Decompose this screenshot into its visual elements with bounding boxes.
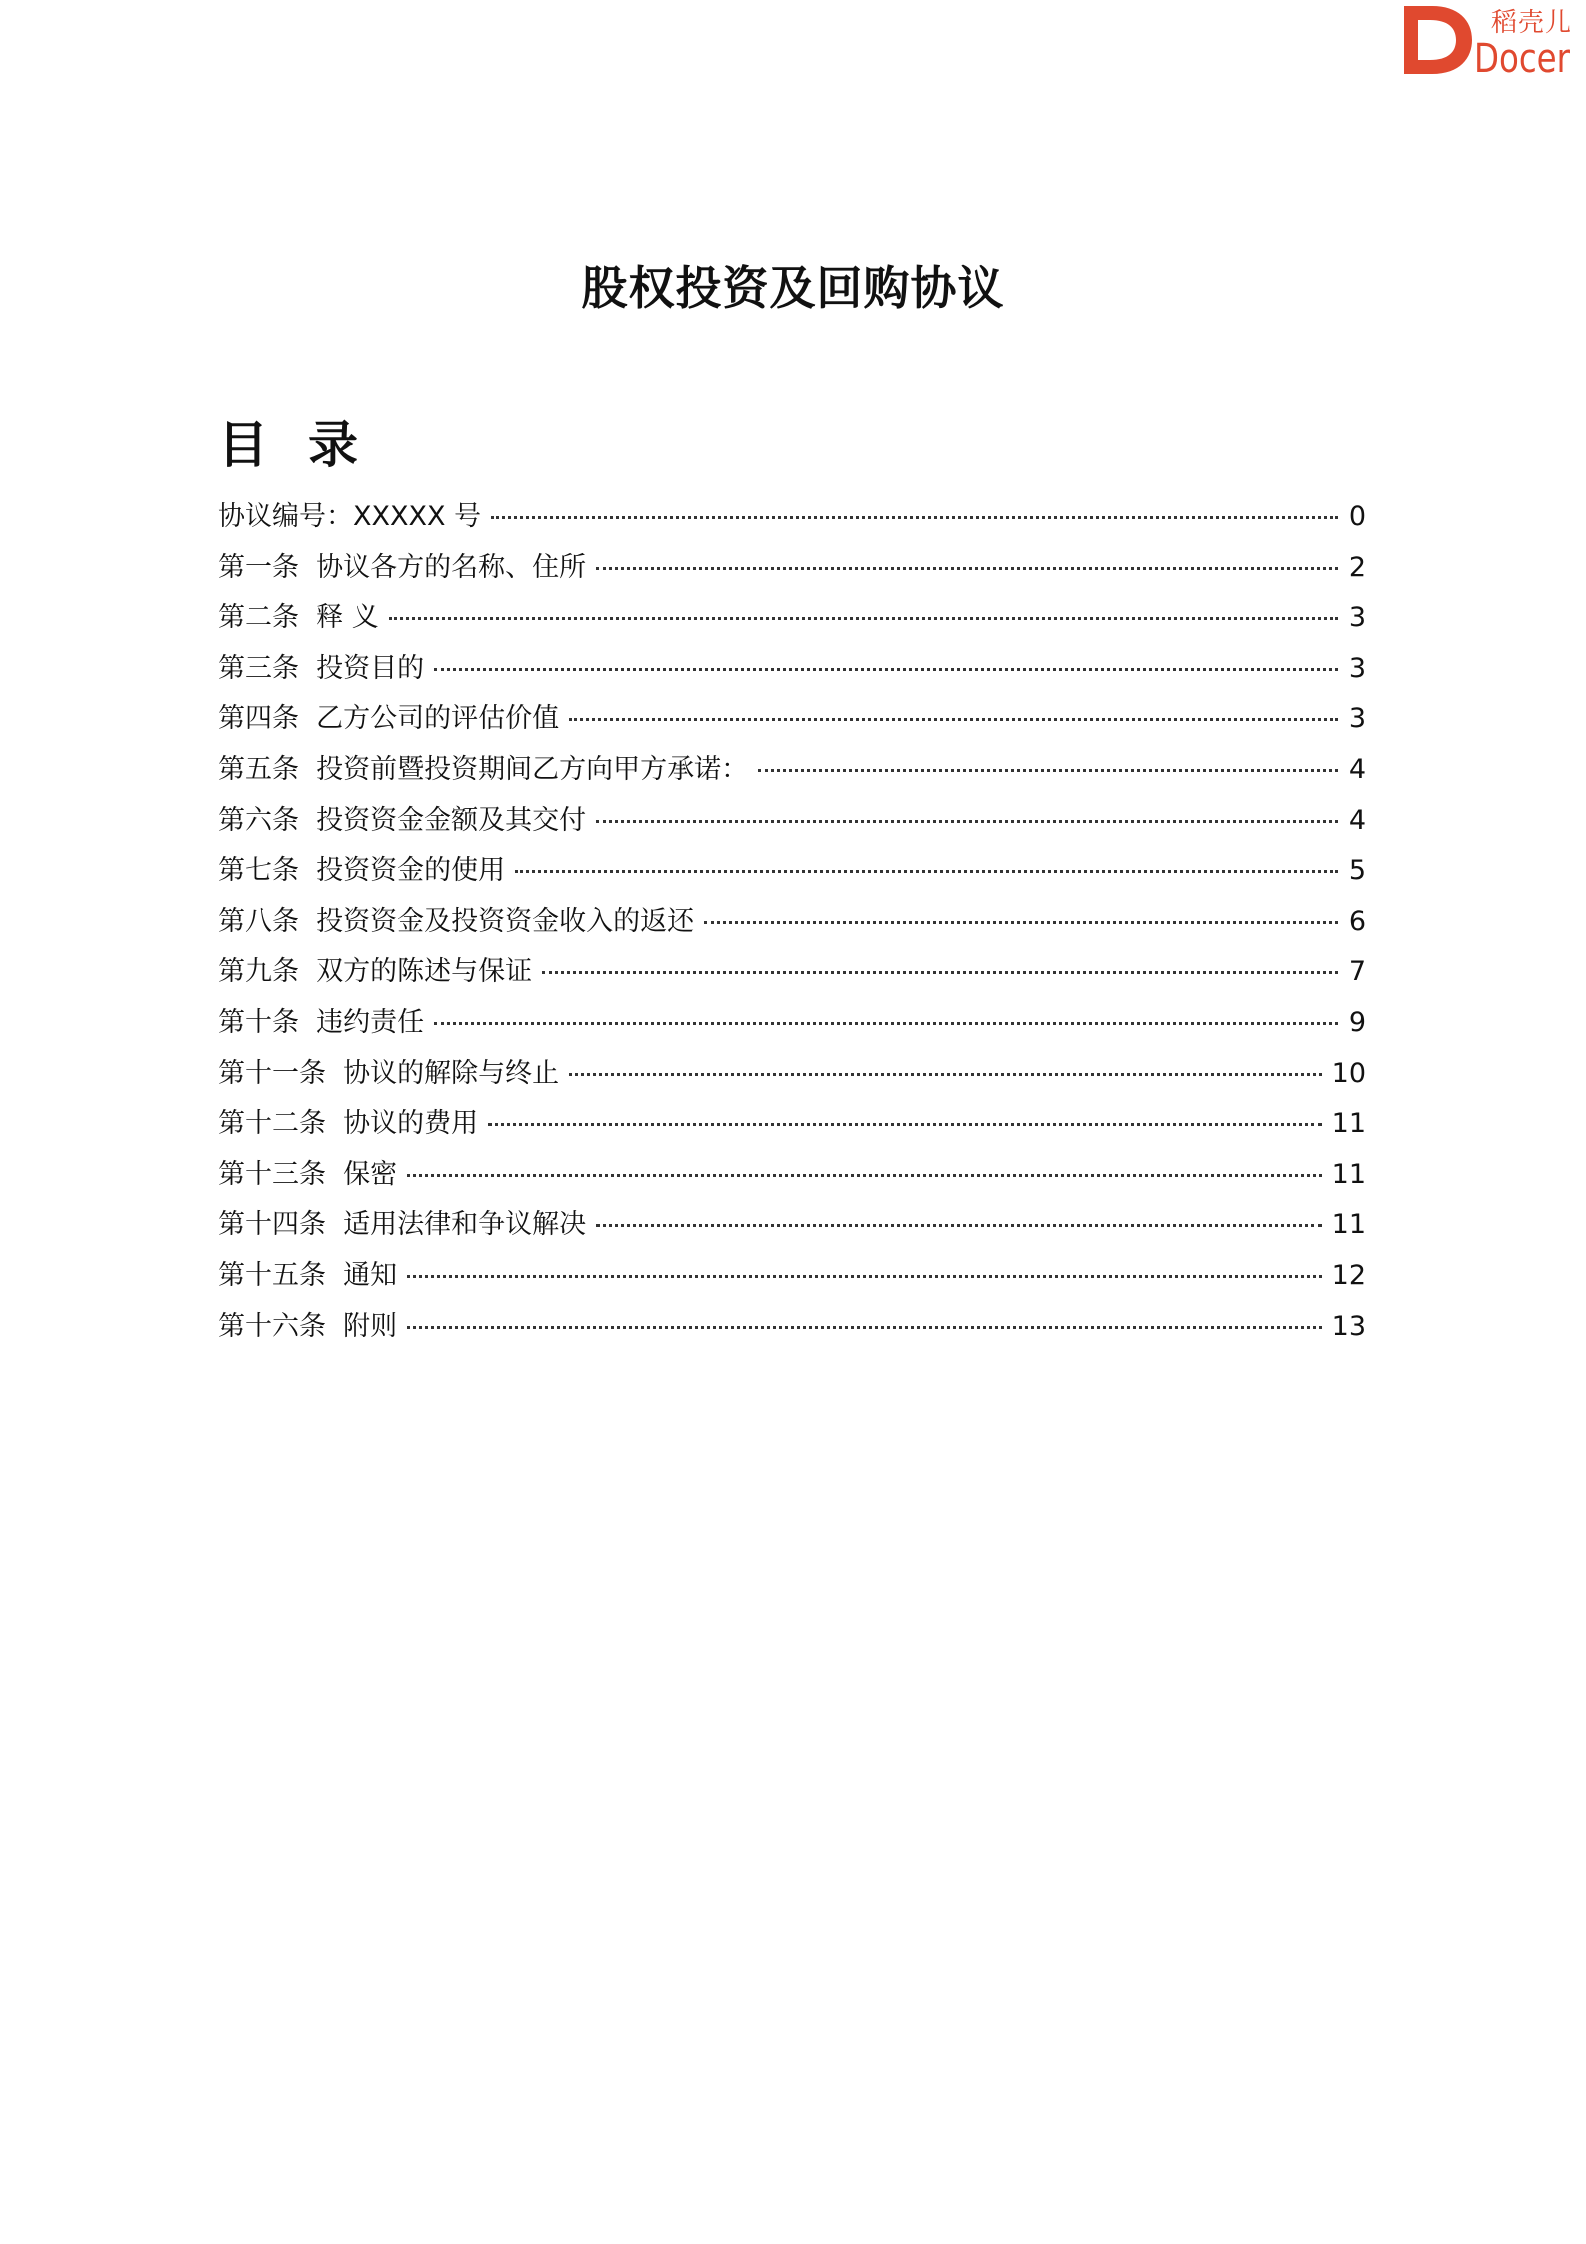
logo-english-text: Docer xyxy=(1474,36,1571,82)
toc-entry-page: 4 xyxy=(1348,804,1366,836)
toc-entry-article-14[interactable] xyxy=(218,1202,1366,1253)
toc-entry-article-10[interactable] xyxy=(218,1000,1366,1051)
toc-entry-article-11[interactable] xyxy=(218,1051,1366,1102)
toc-entry-article-7[interactable] xyxy=(218,848,1366,899)
toc-entry-page: 11 xyxy=(1331,1158,1366,1190)
toc-entry-article-1[interactable] xyxy=(218,545,1366,596)
toc-entry-page: 3 xyxy=(1348,602,1366,634)
toc-entry-article-15[interactable] xyxy=(218,1253,1366,1304)
toc-dot-leader xyxy=(569,718,1338,721)
toc-entry-page: 9 xyxy=(1348,1006,1366,1038)
toc-dot-leader xyxy=(434,1022,1338,1025)
toc-dot-leader xyxy=(407,1275,1321,1278)
toc-entry-article-2[interactable] xyxy=(218,595,1366,646)
toc-entry-label: 第十一条 协议的解除与终止 xyxy=(218,1057,560,1089)
toc-entry-page: 6 xyxy=(1348,905,1366,937)
toc-entry-label: 第十五条 通知 xyxy=(218,1259,398,1291)
toc-entry-article-3[interactable] xyxy=(218,646,1366,697)
toc-entry-page: 12 xyxy=(1331,1259,1366,1291)
logo-chinese-text: 稻壳儿 xyxy=(1490,8,1572,38)
toc-entry-page: 13 xyxy=(1331,1310,1366,1342)
toc-dot-leader xyxy=(407,1326,1321,1329)
toc-entry-page: 7 xyxy=(1348,956,1366,988)
toc-entry-page: 10 xyxy=(1331,1057,1366,1089)
toc-entry-article-9[interactable] xyxy=(218,949,1366,1000)
toc-entry-label: 第十六条 附则 xyxy=(218,1310,398,1342)
toc-entry-label: 第三条 投资目的 xyxy=(218,652,425,684)
toc-entry-page: 4 xyxy=(1348,753,1366,785)
toc-dot-leader xyxy=(491,516,1338,519)
toc-entry-page: 3 xyxy=(1348,703,1366,735)
toc-entry-label: 第十二条 协议的费用 xyxy=(218,1108,479,1140)
toc-entry-article-8[interactable] xyxy=(218,899,1366,950)
toc-dot-leader xyxy=(596,1224,1321,1227)
toc-entry-label: 第十条 违约责任 xyxy=(218,1006,425,1038)
toc-dot-leader xyxy=(515,870,1338,873)
toc-entry-page: 5 xyxy=(1348,855,1366,887)
toc-dot-leader xyxy=(569,1073,1321,1076)
toc-entry-article-4[interactable] xyxy=(218,696,1366,747)
toc-entry-label: 第七条 投资资金的使用 xyxy=(218,855,506,887)
toc-dot-leader xyxy=(758,769,1338,772)
toc-entry-label: 第一条 协议各方的名称、住所 xyxy=(218,551,587,583)
toc-entry-label: 第四条 乙方公司的评估价值 xyxy=(218,703,560,735)
document-title: 股权投资及回购协议 xyxy=(581,261,1005,315)
toc-entry-page: 11 xyxy=(1331,1108,1366,1140)
toc-entry-label: 第五条 投资前暨投资期间乙方向甲方承诺： xyxy=(218,753,749,785)
toc-entry-label: 协议编号：XXXXX 号 xyxy=(218,501,482,532)
toc-dot-leader xyxy=(596,567,1338,570)
toc-entry-article-12[interactable] xyxy=(218,1101,1366,1152)
toc-entry-label: 第六条 投资资金金额及其交付 xyxy=(218,804,587,836)
toc-entry-article-16[interactable] xyxy=(218,1304,1366,1355)
toc-dot-leader xyxy=(704,921,1338,924)
toc-entry-label: 第十三条 保密 xyxy=(218,1158,398,1190)
toc-entry-page: 2 xyxy=(1348,551,1366,583)
toc-entry-article-6[interactable] xyxy=(218,798,1366,849)
toc-dot-leader xyxy=(542,971,1338,974)
toc-dot-leader xyxy=(389,617,1338,620)
toc-dot-leader xyxy=(596,820,1338,823)
toc-entry-label: 第二条 释 义 xyxy=(218,602,379,634)
docer-logo xyxy=(1398,0,1578,80)
toc-entry-label: 第九条 双方的陈述与保证 xyxy=(218,956,533,988)
table-of-contents xyxy=(218,494,1366,1354)
toc-heading: 目录 xyxy=(218,416,398,474)
toc-entry-label: 第八条 投资资金及投资资金收入的返还 xyxy=(218,905,695,937)
toc-dot-leader xyxy=(407,1174,1321,1177)
toc-dot-leader xyxy=(488,1123,1321,1126)
toc-dot-leader xyxy=(434,668,1338,671)
toc-entry-article-13[interactable] xyxy=(218,1152,1366,1203)
toc-entry-page: 0 xyxy=(1348,501,1366,532)
toc-entry-page: 3 xyxy=(1348,652,1366,684)
toc-entry-agreement-number[interactable] xyxy=(218,494,1366,545)
toc-entry-label: 第十四条 适用法律和争议解决 xyxy=(218,1209,587,1241)
toc-entry-article-5[interactable] xyxy=(218,747,1366,798)
toc-entry-page: 11 xyxy=(1331,1209,1366,1241)
